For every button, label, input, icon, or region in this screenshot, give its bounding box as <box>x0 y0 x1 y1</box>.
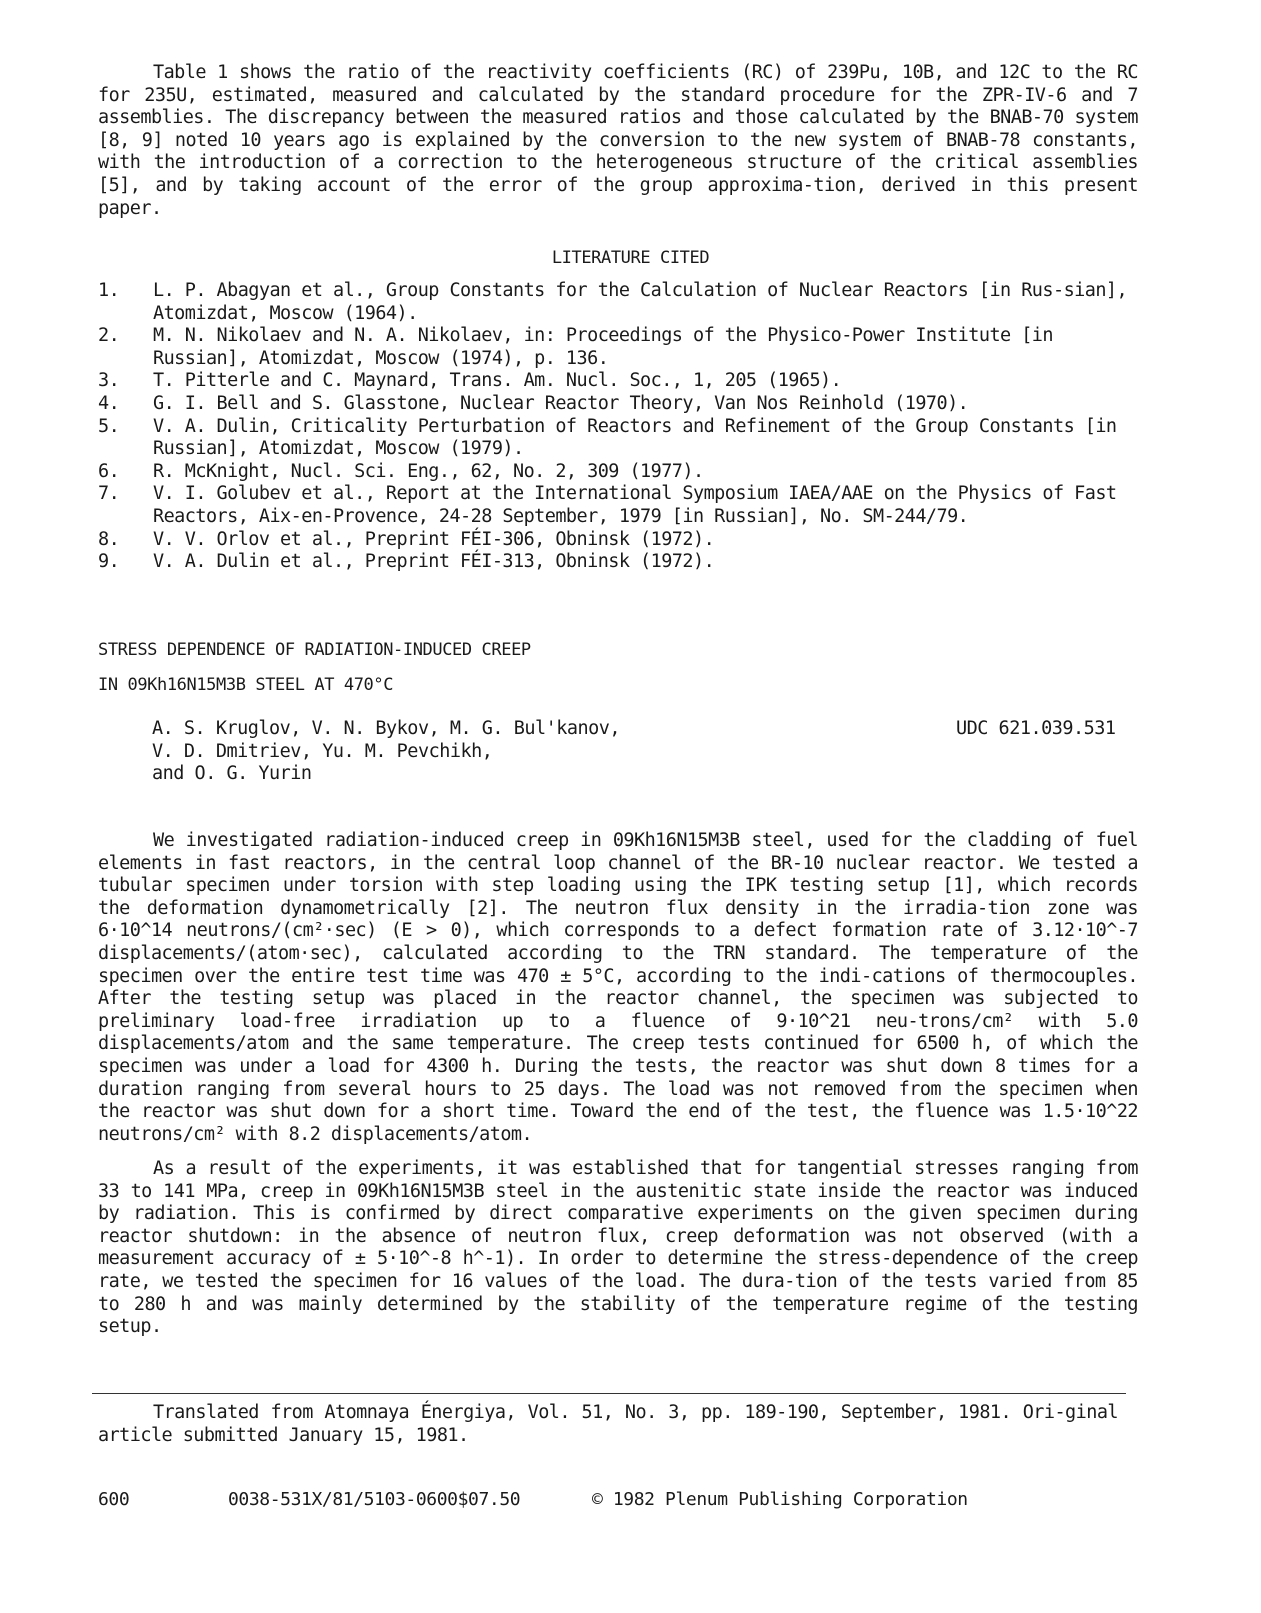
article-paragraph-1: We investigated radiation-induced creep in 09Kh16N15M3B steel, used for the cladding of fuel elements in fast reactors, in the central loop channel of the BR-10 nuclear reactor. We tested a tubular specimen under torsion with step loading using the IPK testing setup [1], which records the deformation dynamometrically [2]. The neutron flux density in the irradia-tion zone was 6·10^14 neutrons/(cm²·sec) (E > 0), which corresponds to a defect formation rate of 3.12·10^-7 displacements/(atom·sec), calculated according to the TRN standard. The temperature of the specimen over the entire test time was 470 ± 5°C, according to the indi-cations of thermocouples. After the testing setup was placed in the reactor channel, the specimen was subjected to preliminary load-free irradiation up to a fluence of 9·10^21 neu-trons/cm² with 5.0 displacements/atom and the same temperature. The creep tests continued for 6500 h, of which the specimen was under a load for 4300 h. During the tests, the reactor was shut down 8 times for a duration ranging from several hours to 25 days. The load was not removed from the specimen when the reactor was shut down for a short time. Toward the end of the test, the fluence was 1.5·10^22 neutrons/cm² with 8.2 displacements/atom. <box>98 830 1138 1145</box>
reference-item: 4. G. I. Bell and S. Glasstone, Nuclear Reactor Theory, Van Nos Reinhold (1970). <box>98 392 969 414</box>
page-number: 600 <box>98 1489 130 1510</box>
reference-item: 6. R. McKnight, Nucl. Sci. Eng., 62, No. 2, 309 (1977). <box>98 460 704 482</box>
footnote-divider <box>92 1393 1126 1394</box>
reference-item: 7. V. I. Golubev et al., Report at the International Symposium IAEA/AAE on the Physics of Fast Reactors, Aix-en-Provence, 24-28 September, 1979 [in Russian], No. SM-244/79. <box>98 483 1117 527</box>
translation-footnote: Translated from Atomnaya Énergiya, Vol. 51, No. 3, pp. 189-190, September, 1981. Ori-ginal article submitted January 15, 1981. <box>98 1402 1118 1446</box>
intro-paragraph: Table 1 shows the ratio of the reactivity coefficients (RC) of 239Pu, 10B, and 12C to the RC for 235U, estimated, measured and calculated by the standard procedure for the ZPR-IV-6 and 7 assemblies. The discrepancy between the measured ratios and those calculated by the BNAB-70 system [8, 9] noted 10 years ago is explained by the conversion to the new system of BNAB-78 constants, with the introduction of a correction to the heterogeneous structure of the critical assemblies [5], and by taking account of the error of the group approxima-tion, derived in this present paper. <box>98 62 1138 219</box>
article-title-line-1: STRESS DEPENDENCE OF RADIATION-INDUCED CREEP <box>98 640 531 660</box>
article-authors <box>152 718 620 786</box>
reference-item: 3. T. Pitterle and C. Maynard, Trans. Am. Nucl. Soc., 1, 205 (1965). <box>98 370 842 392</box>
reference-item: 8. V. V. Orlov et al., Preprint FÉI-306, Obninsk (1972). <box>98 528 715 550</box>
author-line: V. D. Dmitriev, Yu. M. Pevchikh, <box>152 740 493 762</box>
article-title-line-2: IN 09Kh16N15M3B STEEL AT 470°C <box>98 675 394 695</box>
literature-cited-heading: LITERATURE CITED <box>551 248 710 268</box>
reference-item: 9. V. A. Dulin et al., Preprint FÉI-313, Obninsk (1972). <box>98 551 715 573</box>
reference-item: 5. V. A. Dulin, Criticality Perturbation of Reactors and Refinement of the Group Constants [in Russian], Atomizdat, Moscow (1979). <box>98 415 1117 460</box>
copyright-notice: © 1982 Plenum Publishing Corporation <box>592 1489 968 1510</box>
reference-item: 1. L. P. Abagyan et al., Group Constants for the Calculation of Nuclear Reactors [in Rus-sian], Atomizdat, Moscow (1964). <box>98 280 1128 324</box>
article-paragraph-2: As a result of the experiments, it was established that for tangential stresses ranging from 33 to 141 MPa, creep in 09Kh16N15M3B steel in the austenitic state inside the reactor was induced by radiation. This is confirmed by direct comparative experiments on the given specimen during reactor shutdown: in the absence of neutron flux, creep deformation was not observed (with a measurement accuracy of ± 5·10^-8 h^-1). In order to determine the stress-dependence of the creep rate, we tested the specimen for 16 values of the load. The dura-tion of the tests varied from 85 to 280 h and was mainly determined by the stability of the temperature regime of the testing setup. <box>98 1158 1138 1338</box>
reference-item: 2. M. N. Nikolaev and N. A. Nikolaev, in: Proceedings of the Physico-Power Institute [in Russian], Atomizdat, Moscow (1974), p. 136. <box>98 325 1053 369</box>
udc-code: UDC 621.039.531 <box>956 718 1116 739</box>
reference-list <box>98 280 1138 574</box>
author-line: and O. G. Yurin <box>152 763 312 785</box>
author-line: A. S. Kruglov, V. N. Bykov, M. G. Bul'kanov, <box>152 718 621 739</box>
journal-code: 0038-531X/81/5103-0600$07.50 <box>228 1489 521 1510</box>
